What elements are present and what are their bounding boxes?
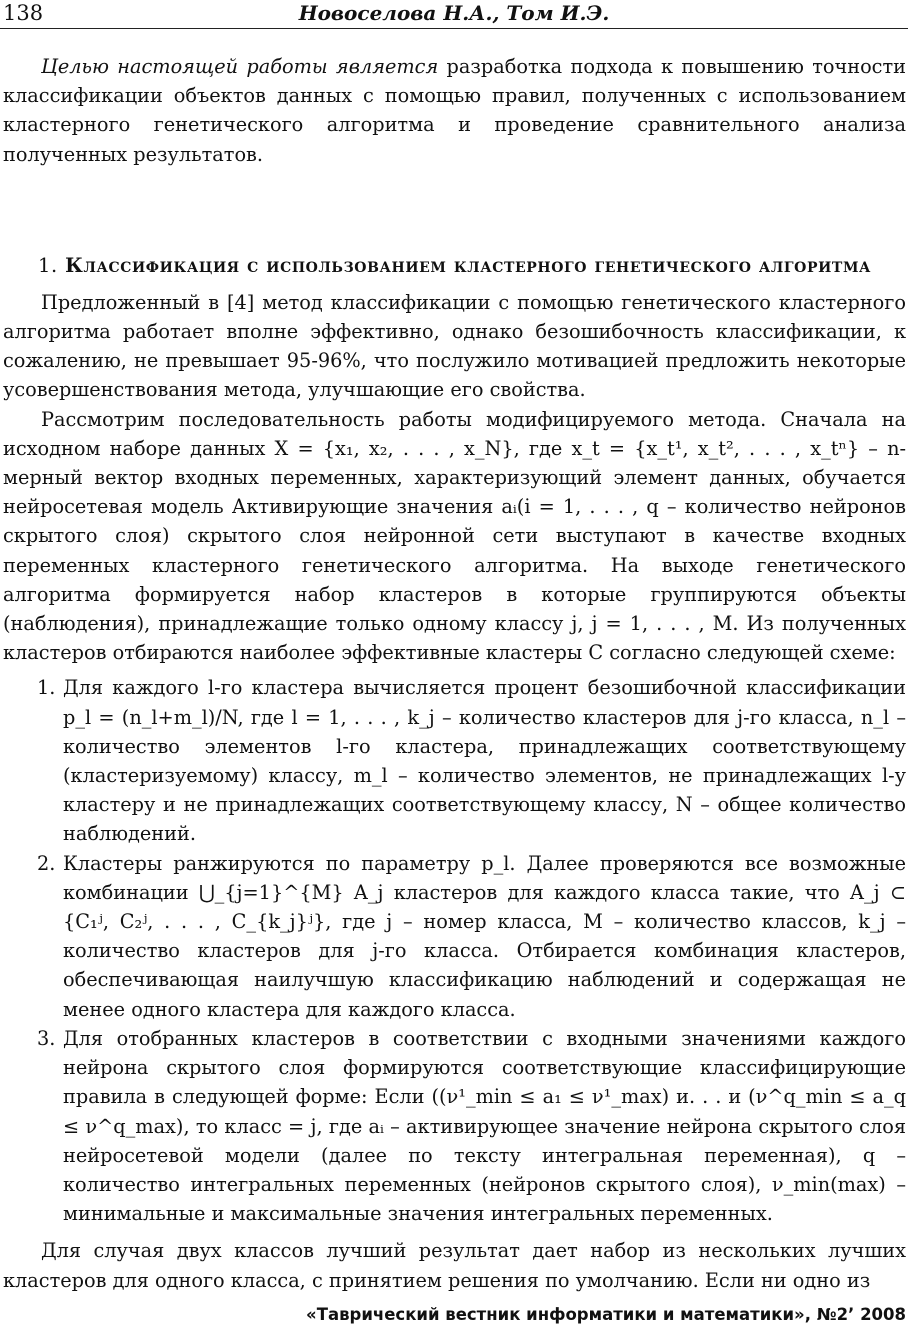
page-number: 138: [3, 1, 44, 25]
scheme-list: [3, 673, 906, 1228]
intro-text: разработка подхода к повышению точности классификации объектов данных с помощью правил, полученных с использованием кластерного генетического алгоритма и проведение сравнительного анализа полученных результатов.: [3, 55, 907, 166]
list-item: [3, 849, 906, 1024]
list-item: [3, 1024, 906, 1228]
list-item-number: 1.: [37, 676, 56, 700]
journal-footer: «Таврический вестник информатики и математики», №2’ 2008: [306, 1305, 906, 1324]
header-rule: [0, 28, 908, 29]
running-title: Новоселова Н.А., Том И.Э.: [298, 1, 610, 25]
intro-italic-lead: Целью настоящей работы является: [41, 55, 439, 78]
section-heading: [3, 251, 906, 280]
list-item-number: 3.: [37, 1026, 56, 1050]
section-number: 1.: [37, 253, 58, 277]
closing-paragraph: Для случая двух классов лучший результат дает набор из нескольких лучших кластеров для одного класса, с принятием решения по умолчанию. Если ни одно из: [3, 1239, 906, 1292]
paragraph: Предложенный в [4] метод классификации с помощью генетического кластерного алгоритма работает вполне эффективно, однако безошибочность классификации, к сожалению, не превышает 95-96%, что послужило мотивацией предложить некоторые усовершенствования метода, улучшающие его свойства.: [3, 290, 906, 402]
main-text: [3, 52, 906, 1295]
page-header: [0, 0, 908, 26]
list-item-text: Для каждого l-го кластера вычисляется процент безошибочной классификации p_l = (n_l+m_l)/N, где l = 1, . . . , k_j – количество кластеров для j-го класса, n_l – количество элементов l-го кластера, принадлежащих соответствующему (кластеризуемому) классу, m_l – количество элементов, не принадлежащих l-у кластеру и не принадлежащих соответствующему классу, N – общее количество наблюдений.: [63, 676, 906, 846]
paragraph: Рассмотрим последовательность работы модифицируемого метода. Сначала на исходном наборе данных X = {x₁, x₂, . . . , x_N}, где x_t = {x_t¹, x_t², . . . , x_tⁿ} – n-мерный вектор входных переменных, характеризующий элемент данных, обучается нейросетевая модель Активирующие значения aᵢ(i = 1, . . . , q – количество нейронов скрытого слоя) скрытого слоя нейронной сети выступают в качестве входных переменных кластерного генетического алгоритма. На выходе генетического алгоритма формируется набор кластеров в которые группируются объекты (наблюдения), принадлежащие только одному классу j, j = 1, . . . , M. Из полученных кластеров отбираются наиболее эффективные кластеры C согласно следующей схеме:: [3, 407, 906, 665]
list-item: [3, 673, 906, 848]
list-item-number: 2.: [37, 851, 56, 875]
list-item-text: Кластеры ранжируются по параметру p_l. Далее проверяются все возможные комбинации ⋃_{j=1}^{M} A_j кластеров для каждого класса такие, что A_j ⊂ {C₁ʲ, C₂ʲ, . . . , C_{k_j}ʲ}, где j – номер класса, M – количество классов, k_j – количество кластеров для j-го класса. Отбирается комбинация кластеров, обеспечивающая наилучшую классификацию наблюдений и содержащая не менее одного кластера для каждого класса.: [63, 851, 906, 1021]
list-item-text: Для отобранных кластеров в соответствии с входными значениями каждого нейрона скрытого слоя формируются соответствующие классифицирующие правила в следующей форме: Если ((ν¹_min ≤ a₁ ≤ ν¹_max) и. . . и (ν^q_min ≤ a_q ≤ ν^q_max), то класс = j, где aᵢ – активирующее значение нейрона скрытого слоя нейросетевой модели (далее по тексту интегральная переменная), q – количество интегральных переменных (нейронов скрытого слоя), ν_min(max) – минимальные и максимальные значения интегральных переменных.: [63, 1026, 906, 1226]
intro-paragraph: [3, 52, 906, 169]
section-title: Классификация с использованием кластерного генетического алгоритма: [65, 253, 872, 277]
